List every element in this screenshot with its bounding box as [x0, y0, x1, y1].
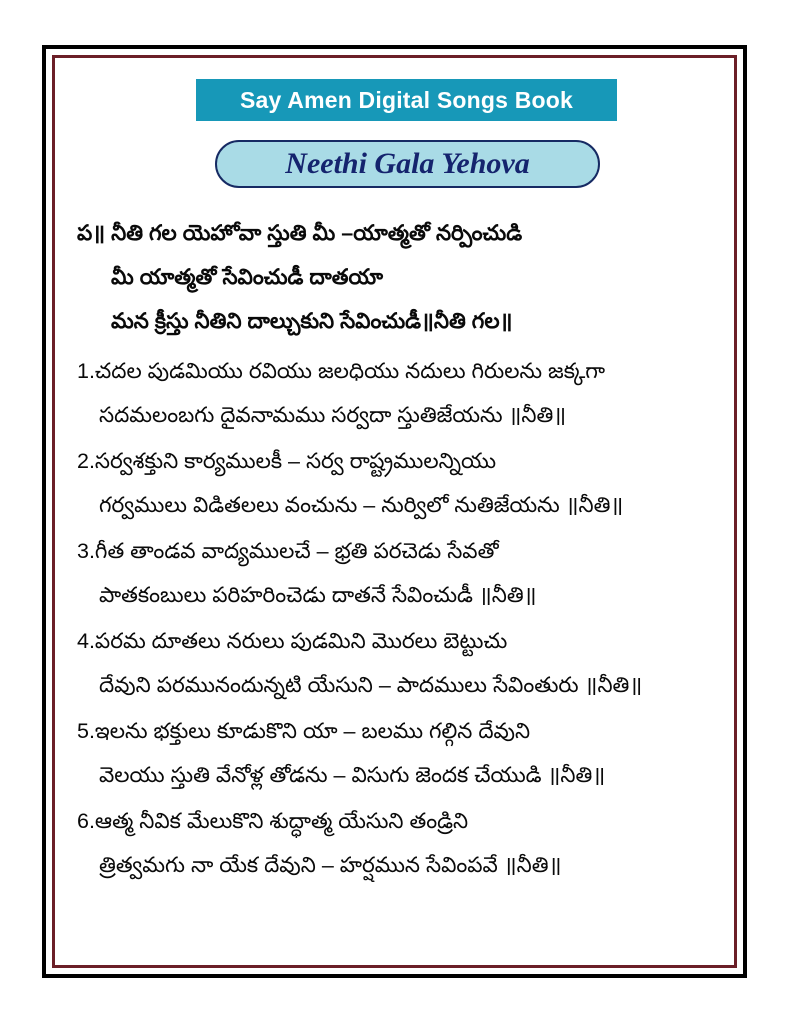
lyrics-body — [77, 211, 726, 889]
page-frame-inner — [52, 55, 737, 968]
stanza-pallavi — [77, 211, 726, 343]
lyric-line: 1.చదల పుడమియు రవియు జలధియు నదులు గిరులను జక్కగా — [77, 359, 606, 383]
song-title-badge — [215, 140, 600, 188]
stanza-verse-2 — [77, 439, 726, 527]
lyric-line: ప॥ నీతి గల యెహోవా స్తుతి మీ –యాత్మతో నర్పించుడి — [77, 221, 523, 245]
lyric-line: 5.ఇలను భక్తులు కూడుకొని యా – బలము గల్గిన దేవుని — [77, 719, 531, 743]
songbook-title: Say Amen Digital Songs Book — [240, 86, 573, 113]
stanza-verse-3 — [77, 529, 726, 617]
lyric-line: పాతకంబులు పరిహరించెడు దాతనే సేవించుడీ ॥నీతి॥ — [99, 583, 537, 607]
song-title: Neethi Gala Yehova — [285, 147, 530, 180]
stanza-verse-5 — [77, 709, 726, 797]
lyric-line: సదమలంబగు దైవనామము సర్వదా స్తుతిజేయను ॥నీతి॥ — [99, 403, 567, 427]
lyric-line: 4.పరమ దూతలు నరులు పుడమిని మొరలు బెట్టుచు — [77, 629, 508, 653]
songbook-header-band — [196, 79, 617, 121]
lyric-line: 3.గీత తాండవ వాద్యములచే – భ్రతి పరచెడు సేవతో — [77, 539, 499, 563]
stanza-verse-1 — [77, 349, 726, 437]
lyric-line: మన క్రీస్తు నీతిని దాల్చుకుని సేవించుడీ॥నీతి గల॥ — [111, 309, 513, 333]
lyric-line: 2.సర్వశక్తుని కార్యములకీ – సర్వ రాష్ట్రములన్నియు — [77, 449, 497, 473]
lyric-line: గర్వములు విడితలలు వంచును – నుర్విలో నుతిజేయను ॥నీతి॥ — [99, 493, 624, 517]
stanza-verse-6 — [77, 799, 726, 887]
song-sheet-content — [55, 58, 734, 965]
page-frame-outer — [42, 45, 747, 978]
lyric-line: 6.ఆత్మ నీవిక మేలుకొని శుద్ధాత్మ యేసుని తండ్రిని — [77, 809, 469, 833]
lyric-line: మీ యాత్మతో సేవించుడీ దాతయా — [111, 265, 384, 289]
lyric-line: వెలయు స్తుతి వేనోళ్ల తోడను – విసుగు జెందక చేయుడి ॥నీతి॥ — [99, 763, 606, 787]
lyric-line: దేవుని పరమునందున్నటి యేసుని – పాదములు సేవింతురు ॥నీతి॥ — [99, 673, 643, 697]
lyric-line: త్రిత్వమగు నా యేక దేవుని – హర్షమున సేవింపవే ॥నీతి॥ — [99, 853, 562, 877]
stanza-verse-4 — [77, 619, 726, 707]
